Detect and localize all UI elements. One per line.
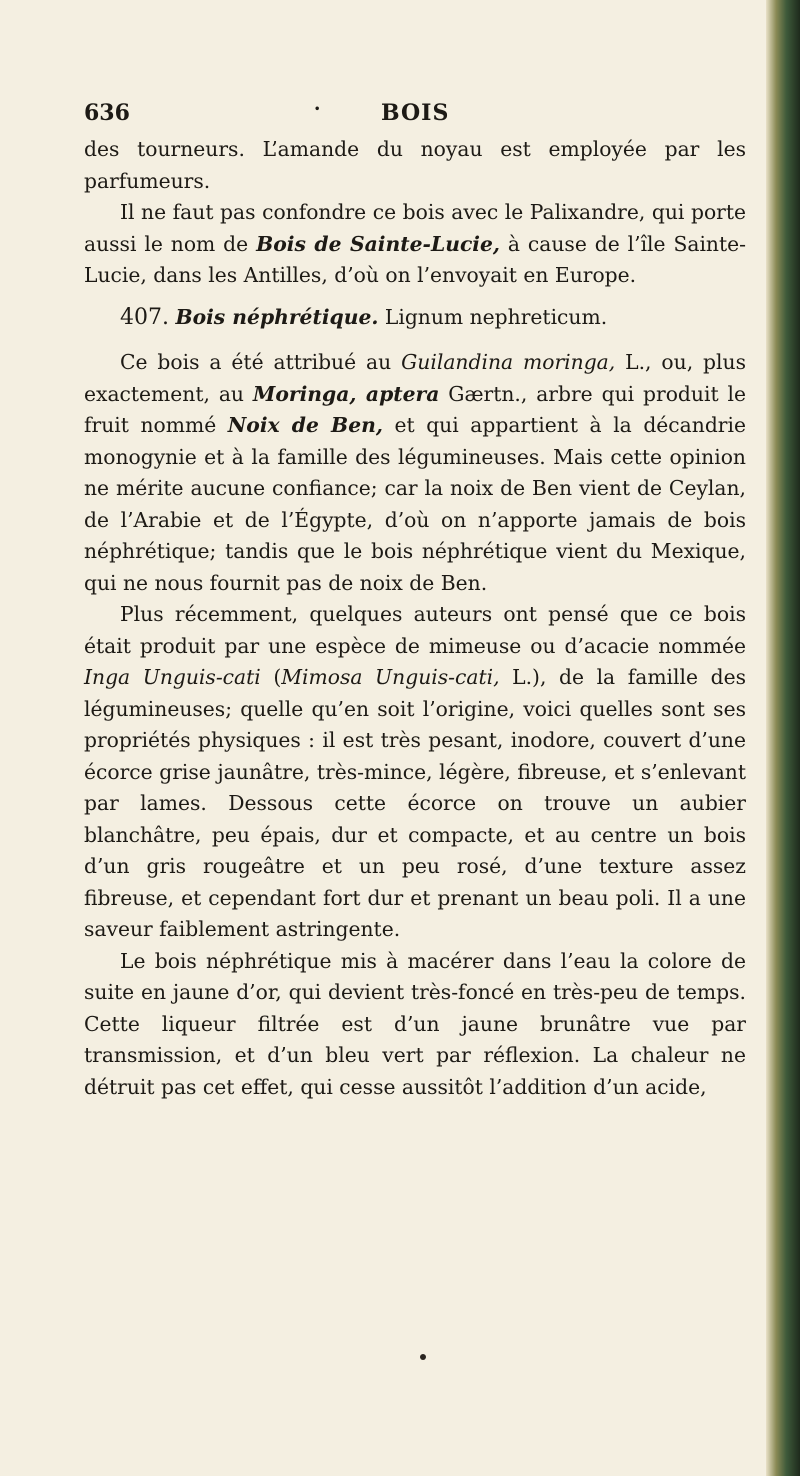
paragraph-2-italic: Bois de Sainte-Lucie, xyxy=(256,231,500,256)
paragraph-4-italic-2: Mimosa Unguis-cati, xyxy=(281,665,500,689)
entry-title: Bois néphrétique. xyxy=(175,304,379,329)
paragraph-4-a: Plus récemment, quelques auteurs ont pensé que ce bois était produit par une espèce de mimeuse ou d’acacie nommée xyxy=(84,602,746,658)
paragraph-2-end: à cause de l’île Sainte-Lucie, dans les Antilles, d’où on l’envoyait en Europe. xyxy=(84,231,746,287)
paragraph-3 xyxy=(84,347,746,599)
paragraph-5: Le bois néphrétique mis à macérer dans l’eau la colore de suite en jaune d’or, qui devient très-foncé en très-peu de temps. Cette liqueur filtrée est d’un jaune brunâtre vue par transmission, et d’un bleu vert par réflexion. La chaleur ne détruit pas cet effet, qui cesse aussitôt l’addition d’un acide, xyxy=(84,948,746,1099)
paragraph-1: des tourneurs. L’amande du noyau est employée par les parfumeurs. xyxy=(84,137,746,193)
paragraph-2-text: Il ne faut pas confondre ce bois avec le Palixandre, qui porte aussi le nom de xyxy=(84,200,746,256)
paragraph-3-italic-1: Guilandina moringa, xyxy=(401,350,616,374)
entry-latin: Lignum nephreticum. xyxy=(378,304,608,329)
page-number: 636 xyxy=(84,100,130,126)
paragraph-4-b: ( xyxy=(260,665,282,689)
paragraph-4 xyxy=(84,599,746,946)
header-bullet: • xyxy=(314,104,321,115)
entry-heading xyxy=(84,302,746,334)
paragraph-4-c: L.), de la famille des légumineuses; quelle qu’en soit l’origine, voici quelles sont ses propriétés physiques : il est très pesant, inodore, couvert d’une écorce grise jaunâtre, très-mince, légère, fibreuse, et s’enlevant par lames. Dessous cette écorce on trouve un aubier blanchâtre, peu épais, dur et compacte, et au centre un bois d’un gris rougeâtre et un peu rosé, d’une texture assez fibreuse, et cependant fort dur et prenant un beau poli. Il a une saveur faiblement astringente. xyxy=(84,665,746,941)
paragraph-4-italic-1: Inga Unguis-cati xyxy=(84,665,261,689)
paragraph-3-italic-2: Moringa, aptera xyxy=(252,381,440,406)
footer-dot xyxy=(420,1354,426,1360)
text-body xyxy=(84,134,746,1103)
paragraph-3-d: et qui appartient à la décandrie monogynie et à la famille des légumineuses. Mais cette opinion ne mérite aucune confiance; car la noix de Ben vient de Ceylan, de l’Arabie et de l’Égypte, d’où on n’apporte jamais de bois néphrétique; tandis que le bois néphrétique vient du Mexique, qui ne nous fournit pas de noix de Ben. xyxy=(84,413,746,595)
paragraph-3-c: Gærtn., arbre qui produit le fruit nommé xyxy=(84,381,746,437)
paragraph-3-italic-3: Noix de Ben, xyxy=(227,413,383,437)
paragraph-2 xyxy=(84,197,746,292)
page-header xyxy=(84,100,744,132)
page-edge-shadow xyxy=(766,0,800,1476)
entry-number: 407. xyxy=(120,304,169,330)
paragraph-3-b: L., ou, plus exactement, au xyxy=(84,350,746,406)
paragraph-3-a: Ce bois a été attribué au xyxy=(120,350,402,374)
running-head: BOIS xyxy=(381,100,450,126)
